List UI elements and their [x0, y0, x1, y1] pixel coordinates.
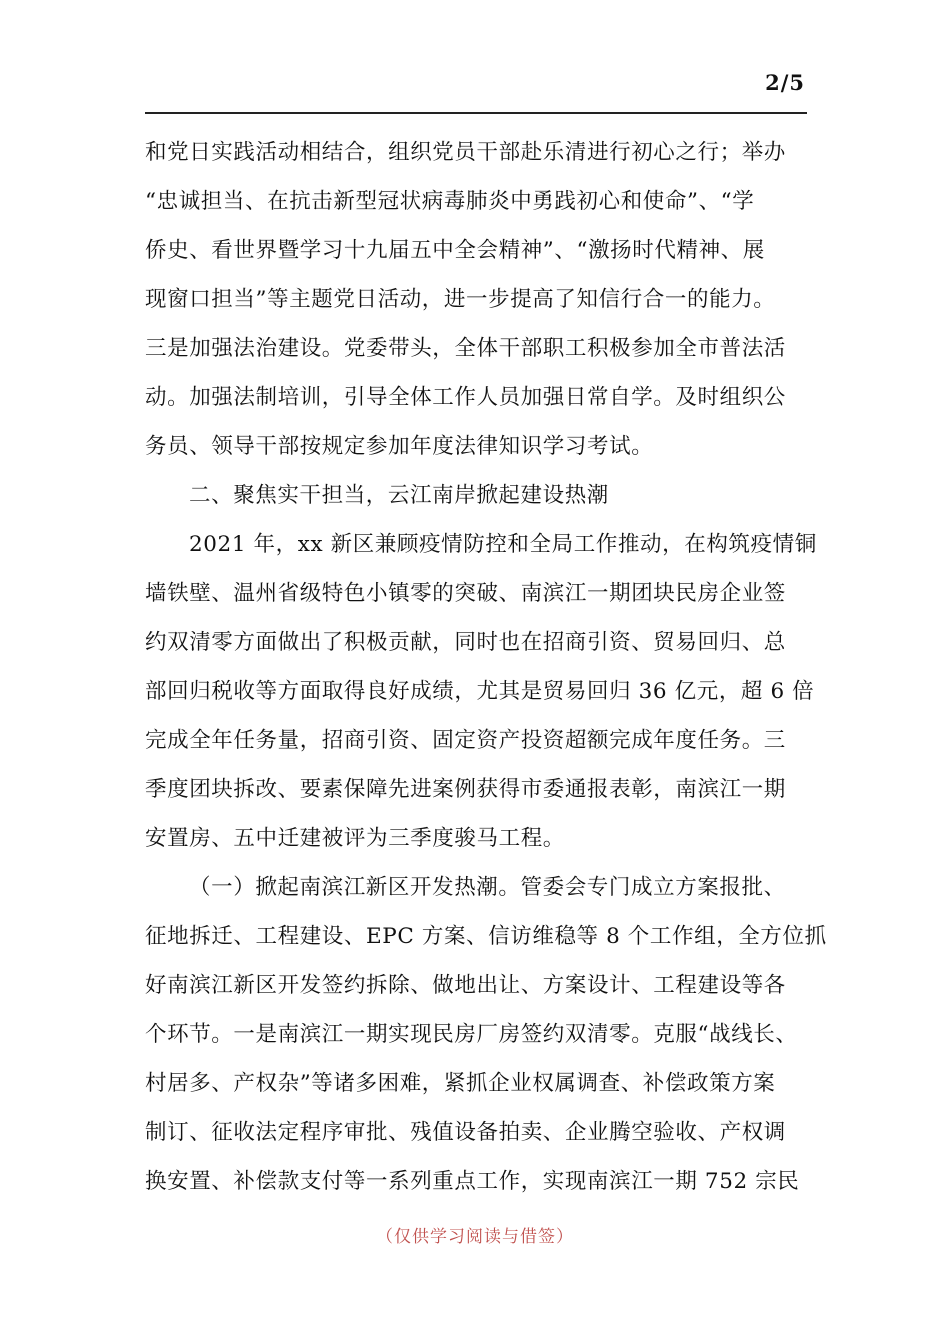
body-line: 安置房、五中迁建被评为三季度骏马工程。 [145, 826, 565, 851]
header-divider [145, 112, 807, 114]
body-line: 动。加强法制培训，引导全体工作人员加强日常自学。及时组织公 [145, 385, 786, 410]
footer-note: （仅供学习阅读与借签） [376, 1227, 574, 1247]
page-number: 2/5 [765, 70, 805, 95]
body-line: 好南滨江新区开发签约拆除、做地出让、方案设计、工程建设等各 [145, 973, 786, 998]
section-heading: 二、聚焦实干担当，云江南岸掀起建设热潮 [189, 483, 609, 508]
body-line: 换安置、补偿款支付等一系列重点工作，实现南滨江一期 752 宗民 [145, 1169, 800, 1194]
body-line: 征地拆迁、工程建设、EPC 方案、信访维稳等 8 个工作组，全方位抓 [145, 924, 827, 949]
body-line: 2021 年，xx 新区兼顾疫情防控和全局工作推动，在构筑疫情铜 [189, 532, 817, 557]
body-line: 村居多、产权杂”等诸多困难，紧抓企业权属调查、补偿政策方案 [145, 1071, 776, 1096]
body-line: 制订、征收法定程序审批、残值设备拍卖、企业腾空验收、产权调 [145, 1120, 786, 1145]
body-line: 部回归税收等方面取得良好成绩，尤其是贸易回归 36 亿元，超 6 倍 [145, 679, 815, 704]
body-line: 现窗口担当”等主题党日活动，进一步提高了知信行合一的能力。 [145, 287, 776, 312]
body-line: “忠诚担当、在抗击新型冠状病毒肺炎中勇践初心和使命”、“学 [145, 189, 755, 214]
subsection-line: （一）掀起南滨江新区开发热潮。管委会专门成立方案报批、 [189, 875, 786, 900]
body-line: 务员、领导干部按规定参加年度法律知识学习考试。 [145, 434, 654, 459]
body-line: 墙铁壁、温州省级特色小镇零的突破、南滨江一期团块民房企业签 [145, 581, 786, 606]
body-line: 季度团块拆改、要素保障先进案例获得市委通报表彰，南滨江一期 [145, 777, 786, 802]
body-line: 完成全年任务量，招商引资、固定资产投资超额完成年度任务。三 [145, 728, 786, 753]
body-line: 三是加强法治建设。党委带头，全体干部职工积极参加全市普法活 [145, 336, 786, 361]
body-line: 和党日实践活动相结合，组织党员干部赴乐清进行初心之行；举办 [145, 140, 786, 165]
body-line: 约双清零方面做出了积极贡献，同时也在招商引资、贸易回归、总 [145, 630, 786, 655]
body-line: 个环节。一是南滨江一期实现民房厂房签约双清零。克服“战线长、 [145, 1022, 798, 1047]
body-line: 侨史、看世界暨学习十九届五中全会精神”、“激扬时代精神、展 [145, 238, 765, 263]
document-body [145, 128, 827, 1206]
